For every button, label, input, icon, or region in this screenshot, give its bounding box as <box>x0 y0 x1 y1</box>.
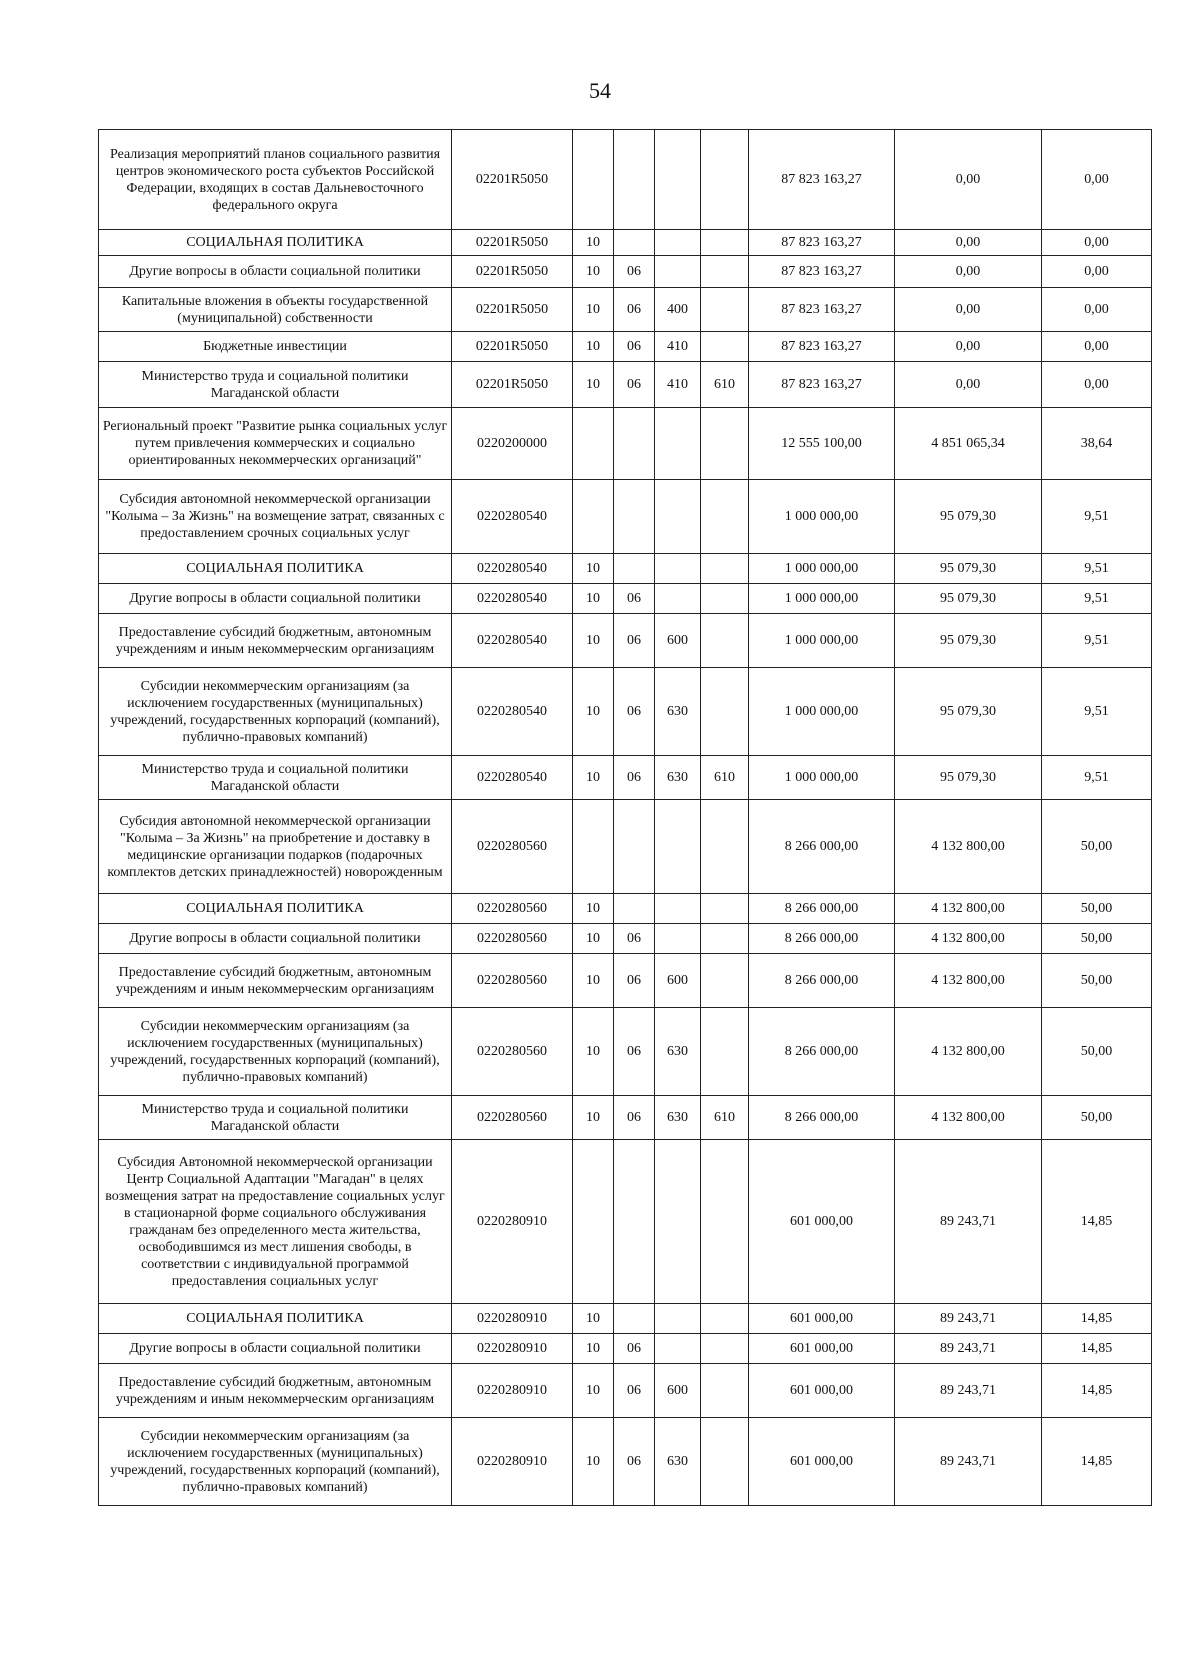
percent-cell: 0,00 <box>1042 230 1152 256</box>
table-row <box>99 362 1152 408</box>
subsection-cell: 06 <box>614 668 655 756</box>
plan-amount-cell: 87 823 163,27 <box>749 332 895 362</box>
name-cell: Субсидия Автономной некоммерческой организации Центр Социальной Адаптации "Магадан" в целях возмещения затрат на предоставление социальных услуг в стационарной форме социального обслуживания гражданам без определенного места жительства, освободившимся из мест лишения свободы, в соответствии с индивидуальной программой предоставления социальных услуг <box>99 1140 452 1304</box>
table-row <box>99 1418 1152 1506</box>
plan-amount-cell: 1 000 000,00 <box>749 554 895 584</box>
subsection-cell: 06 <box>614 1008 655 1096</box>
name-cell: Субсидия автономной некоммерческой организации "Колыма – За Жизнь" на приобретение и доставку в медицинские организации подарков (подарочных комплектов детских принадлежностей) новорожденным <box>99 800 452 894</box>
table-row <box>99 1364 1152 1418</box>
table-row <box>99 408 1152 480</box>
code-cell: 0220280910 <box>452 1140 573 1304</box>
section-cell: 10 <box>573 332 614 362</box>
fact-amount-cell: 95 079,30 <box>895 614 1042 668</box>
table-row <box>99 1140 1152 1304</box>
table-row <box>99 614 1152 668</box>
percent-cell: 0,00 <box>1042 288 1152 332</box>
plan-amount-cell: 601 000,00 <box>749 1364 895 1418</box>
fact-amount-cell: 95 079,30 <box>895 554 1042 584</box>
plan-amount-cell: 601 000,00 <box>749 1304 895 1334</box>
subsection-cell: 06 <box>614 1334 655 1364</box>
section-cell: 10 <box>573 554 614 584</box>
admin-code-cell <box>701 130 749 230</box>
section-cell: 10 <box>573 288 614 332</box>
name-cell: Субсидия автономной некоммерческой организации "Колыма – За Жизнь" на возмещение затрат, связанных с предоставлением срочных социальных услуг <box>99 480 452 554</box>
section-cell: 10 <box>573 668 614 756</box>
subsection-cell: 06 <box>614 756 655 800</box>
plan-amount-cell: 8 266 000,00 <box>749 800 895 894</box>
plan-amount-cell: 8 266 000,00 <box>749 954 895 1008</box>
percent-cell: 9,51 <box>1042 584 1152 614</box>
code-cell: 0220280560 <box>452 924 573 954</box>
fact-amount-cell: 0,00 <box>895 362 1042 408</box>
admin-code-cell <box>701 614 749 668</box>
section-cell: 10 <box>573 954 614 1008</box>
fact-amount-cell: 95 079,30 <box>895 756 1042 800</box>
subsection-cell: 06 <box>614 362 655 408</box>
admin-code-cell <box>701 1334 749 1364</box>
expense-type-cell: 410 <box>655 362 701 408</box>
table-row <box>99 756 1152 800</box>
plan-amount-cell: 601 000,00 <box>749 1140 895 1304</box>
table-row <box>99 230 1152 256</box>
section-cell <box>573 408 614 480</box>
fact-amount-cell: 0,00 <box>895 256 1042 288</box>
name-cell: СОЦИАЛЬНАЯ ПОЛИТИКА <box>99 1304 452 1334</box>
admin-code-cell: 610 <box>701 756 749 800</box>
section-cell: 10 <box>573 1418 614 1506</box>
section-cell <box>573 480 614 554</box>
section-cell <box>573 130 614 230</box>
expense-type-cell <box>655 924 701 954</box>
expense-type-cell <box>655 800 701 894</box>
plan-amount-cell: 87 823 163,27 <box>749 230 895 256</box>
table-row <box>99 800 1152 894</box>
table-row <box>99 130 1152 230</box>
percent-cell: 50,00 <box>1042 894 1152 924</box>
plan-amount-cell: 1 000 000,00 <box>749 614 895 668</box>
percent-cell: 0,00 <box>1042 332 1152 362</box>
fact-amount-cell: 4 132 800,00 <box>895 800 1042 894</box>
expense-type-cell <box>655 256 701 288</box>
table-row <box>99 1334 1152 1364</box>
admin-code-cell <box>701 288 749 332</box>
name-cell: Предоставление субсидий бюджетным, автономным учреждениям и иным некоммерческим организациям <box>99 954 452 1008</box>
admin-code-cell <box>701 1364 749 1418</box>
expense-type-cell: 630 <box>655 1008 701 1096</box>
fact-amount-cell: 0,00 <box>895 332 1042 362</box>
section-cell: 10 <box>573 1364 614 1418</box>
admin-code-cell <box>701 800 749 894</box>
plan-amount-cell: 8 266 000,00 <box>749 1096 895 1140</box>
table-row <box>99 668 1152 756</box>
code-cell: 0220280540 <box>452 756 573 800</box>
subsection-cell <box>614 230 655 256</box>
code-cell: 02201R5050 <box>452 288 573 332</box>
section-cell: 10 <box>573 584 614 614</box>
expense-type-cell <box>655 230 701 256</box>
subsection-cell: 06 <box>614 1364 655 1418</box>
admin-code-cell <box>701 954 749 1008</box>
admin-code-cell <box>701 1140 749 1304</box>
admin-code-cell <box>701 924 749 954</box>
table-row <box>99 954 1152 1008</box>
fact-amount-cell: 95 079,30 <box>895 480 1042 554</box>
section-cell: 10 <box>573 924 614 954</box>
code-cell: 0220280910 <box>452 1304 573 1334</box>
name-cell: Региональный проект "Развитие рынка социальных услуг путем привлечения коммерческих и социально ориентированных некоммерческих организаций" <box>99 408 452 480</box>
fact-amount-cell: 95 079,30 <box>895 668 1042 756</box>
expense-type-cell: 600 <box>655 954 701 1008</box>
fact-amount-cell: 89 243,71 <box>895 1364 1042 1418</box>
plan-amount-cell: 1 000 000,00 <box>749 480 895 554</box>
code-cell: 0220280910 <box>452 1364 573 1418</box>
expense-type-cell <box>655 130 701 230</box>
plan-amount-cell: 12 555 100,00 <box>749 408 895 480</box>
percent-cell: 38,64 <box>1042 408 1152 480</box>
table-row <box>99 288 1152 332</box>
subsection-cell <box>614 894 655 924</box>
plan-amount-cell: 601 000,00 <box>749 1334 895 1364</box>
percent-cell: 0,00 <box>1042 130 1152 230</box>
admin-code-cell <box>701 1304 749 1334</box>
subsection-cell: 06 <box>614 332 655 362</box>
percent-cell: 50,00 <box>1042 954 1152 1008</box>
fact-amount-cell: 0,00 <box>895 288 1042 332</box>
subsection-cell: 06 <box>614 1096 655 1140</box>
percent-cell: 50,00 <box>1042 924 1152 954</box>
fact-amount-cell: 4 132 800,00 <box>895 1096 1042 1140</box>
name-cell: Капитальные вложения в объекты государственной (муниципальной) собственности <box>99 288 452 332</box>
subsection-cell <box>614 800 655 894</box>
plan-amount-cell: 1 000 000,00 <box>749 756 895 800</box>
expense-type-cell: 630 <box>655 668 701 756</box>
subsection-cell <box>614 554 655 584</box>
admin-code-cell <box>701 408 749 480</box>
expense-type-cell: 630 <box>655 756 701 800</box>
expense-type-cell: 630 <box>655 1418 701 1506</box>
plan-amount-cell: 87 823 163,27 <box>749 256 895 288</box>
expense-type-cell <box>655 1140 701 1304</box>
name-cell: Субсидии некоммерческим организациям (за исключением государственных (муниципальных) учреждений, государственных корпораций (компаний), публично-правовых компаний) <box>99 1418 452 1506</box>
fact-amount-cell: 4 132 800,00 <box>895 954 1042 1008</box>
percent-cell: 14,85 <box>1042 1418 1152 1506</box>
code-cell: 0220280560 <box>452 800 573 894</box>
percent-cell: 9,51 <box>1042 668 1152 756</box>
section-cell: 10 <box>573 256 614 288</box>
code-cell: 0220280540 <box>452 480 573 554</box>
code-cell: 0220280560 <box>452 1096 573 1140</box>
table-row <box>99 1008 1152 1096</box>
plan-amount-cell: 8 266 000,00 <box>749 894 895 924</box>
fact-amount-cell: 89 243,71 <box>895 1418 1042 1506</box>
code-cell: 02201R5050 <box>452 230 573 256</box>
name-cell: Другие вопросы в области социальной политики <box>99 924 452 954</box>
fact-amount-cell: 95 079,30 <box>895 584 1042 614</box>
subsection-cell: 06 <box>614 614 655 668</box>
section-cell: 10 <box>573 1304 614 1334</box>
plan-amount-cell: 87 823 163,27 <box>749 130 895 230</box>
code-cell: 0220280910 <box>452 1334 573 1364</box>
percent-cell: 14,85 <box>1042 1304 1152 1334</box>
name-cell: Другие вопросы в области социальной политики <box>99 1334 452 1364</box>
section-cell: 10 <box>573 894 614 924</box>
section-cell <box>573 800 614 894</box>
section-cell: 10 <box>573 1096 614 1140</box>
name-cell: Предоставление субсидий бюджетным, автономным учреждениям и иным некоммерческим организациям <box>99 1364 452 1418</box>
name-cell: СОЦИАЛЬНАЯ ПОЛИТИКА <box>99 894 452 924</box>
plan-amount-cell: 87 823 163,27 <box>749 362 895 408</box>
percent-cell: 9,51 <box>1042 614 1152 668</box>
expense-type-cell <box>655 408 701 480</box>
expense-type-cell: 410 <box>655 332 701 362</box>
percent-cell: 9,51 <box>1042 554 1152 584</box>
fact-amount-cell: 89 243,71 <box>895 1334 1042 1364</box>
name-cell: Субсидии некоммерческим организациям (за исключением государственных (муниципальных) учреждений, государственных корпораций (компаний), публично-правовых компаний) <box>99 1008 452 1096</box>
section-cell: 10 <box>573 614 614 668</box>
admin-code-cell <box>701 1008 749 1096</box>
expense-type-cell: 600 <box>655 1364 701 1418</box>
expense-type-cell: 600 <box>655 614 701 668</box>
percent-cell: 0,00 <box>1042 362 1152 408</box>
name-cell: Бюджетные инвестиции <box>99 332 452 362</box>
code-cell: 02201R5050 <box>452 256 573 288</box>
section-cell: 10 <box>573 230 614 256</box>
fact-amount-cell: 4 851 065,34 <box>895 408 1042 480</box>
section-cell: 10 <box>573 1008 614 1096</box>
percent-cell: 9,51 <box>1042 756 1152 800</box>
code-cell: 02201R5050 <box>452 362 573 408</box>
fact-amount-cell: 0,00 <box>895 230 1042 256</box>
code-cell: 0220280540 <box>452 584 573 614</box>
code-cell: 0220200000 <box>452 408 573 480</box>
admin-code-cell <box>701 480 749 554</box>
subsection-cell: 06 <box>614 954 655 1008</box>
subsection-cell: 06 <box>614 1418 655 1506</box>
code-cell: 02201R5050 <box>452 130 573 230</box>
fact-amount-cell: 4 132 800,00 <box>895 924 1042 954</box>
subsection-cell <box>614 1140 655 1304</box>
name-cell: Реализация мероприятий планов социального развития центров экономического роста субъектов Российской Федерации, входящих в состав Дальневосточного федерального округа <box>99 130 452 230</box>
section-cell <box>573 1140 614 1304</box>
table-row <box>99 332 1152 362</box>
code-cell: 0220280540 <box>452 668 573 756</box>
admin-code-cell <box>701 1418 749 1506</box>
fact-amount-cell: 89 243,71 <box>895 1304 1042 1334</box>
table-row <box>99 256 1152 288</box>
subsection-cell <box>614 1304 655 1334</box>
table-row <box>99 554 1152 584</box>
subsection-cell: 06 <box>614 256 655 288</box>
plan-amount-cell: 1 000 000,00 <box>749 668 895 756</box>
budget-table <box>98 129 1152 1506</box>
expense-type-cell: 400 <box>655 288 701 332</box>
code-cell: 0220280560 <box>452 894 573 924</box>
plan-amount-cell: 8 266 000,00 <box>749 924 895 954</box>
table-row <box>99 924 1152 954</box>
expense-type-cell: 630 <box>655 1096 701 1140</box>
name-cell: СОЦИАЛЬНАЯ ПОЛИТИКА <box>99 230 452 256</box>
percent-cell: 50,00 <box>1042 1096 1152 1140</box>
admin-code-cell <box>701 230 749 256</box>
expense-type-cell <box>655 554 701 584</box>
expense-type-cell <box>655 584 701 614</box>
percent-cell: 9,51 <box>1042 480 1152 554</box>
admin-code-cell <box>701 332 749 362</box>
subsection-cell <box>614 408 655 480</box>
code-cell: 02201R5050 <box>452 332 573 362</box>
plan-amount-cell: 87 823 163,27 <box>749 288 895 332</box>
subsection-cell: 06 <box>614 288 655 332</box>
admin-code-cell <box>701 584 749 614</box>
plan-amount-cell: 8 266 000,00 <box>749 1008 895 1096</box>
plan-amount-cell: 601 000,00 <box>749 1418 895 1506</box>
table-row <box>99 584 1152 614</box>
fact-amount-cell: 4 132 800,00 <box>895 1008 1042 1096</box>
name-cell: Министерство труда и социальной политики Магаданской области <box>99 756 452 800</box>
expense-type-cell <box>655 480 701 554</box>
table-row <box>99 1096 1152 1140</box>
fact-amount-cell: 89 243,71 <box>895 1140 1042 1304</box>
admin-code-cell <box>701 668 749 756</box>
percent-cell: 0,00 <box>1042 256 1152 288</box>
expense-type-cell <box>655 1334 701 1364</box>
code-cell: 0220280910 <box>452 1418 573 1506</box>
table-row <box>99 480 1152 554</box>
expense-type-cell <box>655 894 701 924</box>
name-cell: СОЦИАЛЬНАЯ ПОЛИТИКА <box>99 554 452 584</box>
percent-cell: 50,00 <box>1042 1008 1152 1096</box>
expense-type-cell <box>655 1304 701 1334</box>
name-cell: Министерство труда и социальной политики Магаданской области <box>99 362 452 408</box>
table-row <box>99 894 1152 924</box>
code-cell: 0220280560 <box>452 954 573 1008</box>
subsection-cell: 06 <box>614 924 655 954</box>
name-cell: Субсидии некоммерческим организациям (за исключением государственных (муниципальных) учреждений, государственных корпораций (компаний), публично-правовых компаний) <box>99 668 452 756</box>
subsection-cell <box>614 480 655 554</box>
admin-code-cell <box>701 256 749 288</box>
section-cell: 10 <box>573 362 614 408</box>
percent-cell: 14,85 <box>1042 1364 1152 1418</box>
percent-cell: 50,00 <box>1042 800 1152 894</box>
admin-code-cell: 610 <box>701 1096 749 1140</box>
subsection-cell: 06 <box>614 584 655 614</box>
table-body <box>99 130 1152 1506</box>
plan-amount-cell: 1 000 000,00 <box>749 584 895 614</box>
admin-code-cell <box>701 894 749 924</box>
fact-amount-cell: 0,00 <box>895 130 1042 230</box>
admin-code-cell: 610 <box>701 362 749 408</box>
percent-cell: 14,85 <box>1042 1334 1152 1364</box>
fact-amount-cell: 4 132 800,00 <box>895 894 1042 924</box>
name-cell: Предоставление субсидий бюджетным, автономным учреждениям и иным некоммерческим организациям <box>99 614 452 668</box>
admin-code-cell <box>701 554 749 584</box>
name-cell: Другие вопросы в области социальной политики <box>99 584 452 614</box>
table-row <box>99 1304 1152 1334</box>
code-cell: 0220280540 <box>452 614 573 668</box>
name-cell: Министерство труда и социальной политики Магаданской области <box>99 1096 452 1140</box>
section-cell: 10 <box>573 756 614 800</box>
percent-cell: 14,85 <box>1042 1140 1152 1304</box>
page-number: 54 <box>589 78 611 103</box>
code-cell: 0220280540 <box>452 554 573 584</box>
name-cell: Другие вопросы в области социальной политики <box>99 256 452 288</box>
subsection-cell <box>614 130 655 230</box>
code-cell: 0220280560 <box>452 1008 573 1096</box>
section-cell: 10 <box>573 1334 614 1364</box>
